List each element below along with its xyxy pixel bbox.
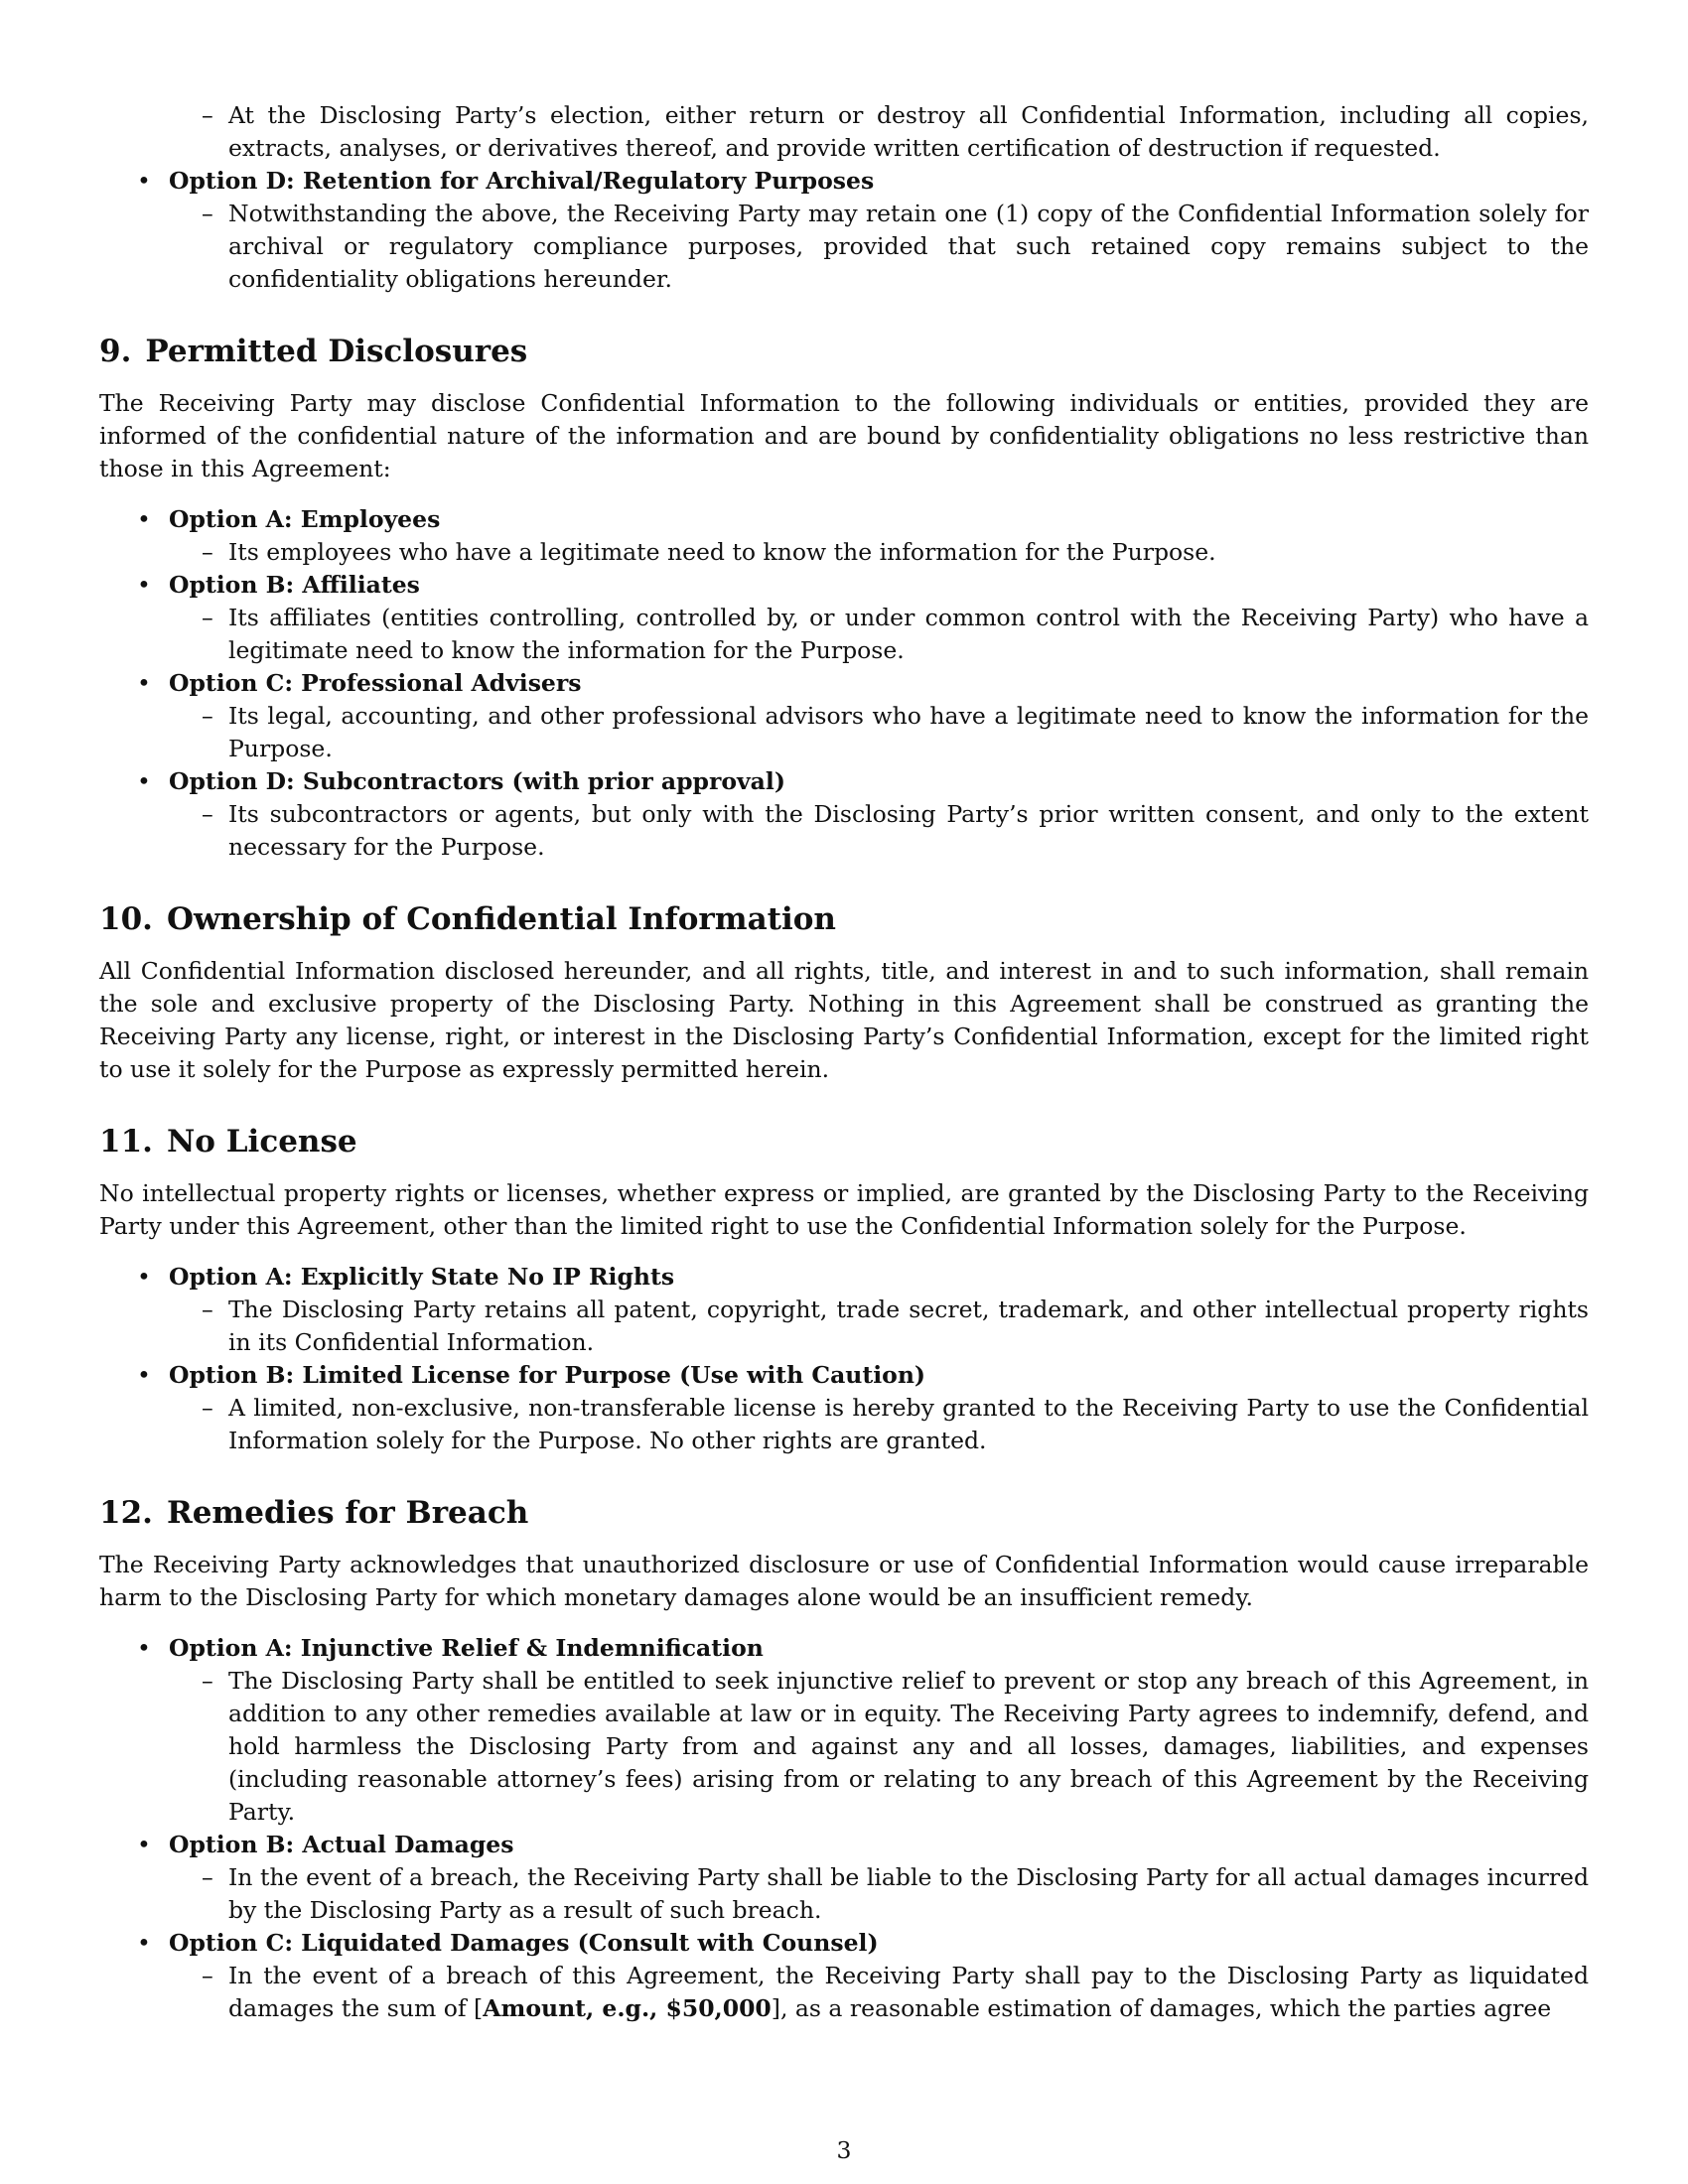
bullet-icon: • xyxy=(137,767,151,795)
section-paragraph: All Confidential Information disclosed hereunder, and all rights, title, and interest in and to such information, shall remain the sole and exclusive property of the Disclosing Party. Nothing in this Agreement shall be construed as granting the Receiving Party any license, right, or interest in the Disclosing Party’s Confidential Information, except for the limited right to use it solely for the Purpose as expressly permitted herein. xyxy=(99,957,1589,1083)
option-list xyxy=(99,503,1589,864)
section-title: No License xyxy=(166,1124,357,1160)
sub-item xyxy=(99,700,1589,765)
sub-item xyxy=(99,602,1589,667)
option-item xyxy=(99,765,1589,798)
dash-bullet: – xyxy=(202,702,213,730)
option-item xyxy=(99,503,1589,536)
option-list xyxy=(99,1261,1589,1457)
option-label: Option B: Limited License for Purpose (Use with Caution) xyxy=(169,1361,926,1389)
document-page xyxy=(99,99,1589,2025)
option-label: Option D: Subcontractors (with prior approval) xyxy=(169,767,785,795)
sub-item xyxy=(99,1665,1589,1829)
section-number: 10. xyxy=(99,901,153,937)
option-item xyxy=(99,667,1589,700)
option-label: Option B: Affiliates xyxy=(169,571,420,599)
bullet-icon: • xyxy=(137,1634,151,1662)
section-number: 11. xyxy=(99,1124,153,1160)
section-paragraph: No intellectual property rights or licenses, whether express or implied, are granted by the Disclosing Party to the Receiving Party under this Agreement, other than the limited right to use the Confidential Information solely for the Purpose. xyxy=(99,1179,1589,1240)
option-label: Option A: Employees xyxy=(169,505,441,533)
dash-bullet: – xyxy=(202,1394,213,1422)
option-label: Option A: Explicitly State No IP Rights xyxy=(169,1263,675,1291)
sub-item-text: Its employees who have a legitimate need to know the information for the Purpose. xyxy=(228,538,1216,566)
option-item xyxy=(99,1261,1589,1294)
dash-bullet: – xyxy=(202,200,213,227)
option-item xyxy=(99,165,1589,198)
option-item xyxy=(99,569,1589,602)
sub-item xyxy=(99,198,1589,296)
section-title: Ownership of Confidential Information xyxy=(166,901,836,937)
sub-item-text: A limited, non-exclusive, non-transferable license is hereby granted to the Receiving Party to use the Confidential Information solely for the Purpose. No other rights are granted. xyxy=(228,1394,1589,1454)
bullet-icon: • xyxy=(137,1831,151,1858)
dash-bullet: – xyxy=(202,1296,213,1323)
section-title: Permitted Disclosures xyxy=(145,334,528,369)
option-item xyxy=(99,1359,1589,1392)
bullet-icon: • xyxy=(137,1929,151,1957)
option-item xyxy=(99,1632,1589,1665)
option-label: Option A: Injunctive Relief & Indemnification xyxy=(169,1634,764,1662)
sub-item xyxy=(99,1960,1589,2025)
sub-item-text: Its affiliates (entities controlling, controlled by, or under common control with the Receiving Party) who have a legitimate need to know the information for the Purpose. xyxy=(228,604,1589,664)
section-heading xyxy=(99,1493,1589,1533)
sub-item xyxy=(99,798,1589,864)
bullet-icon: • xyxy=(137,1361,151,1389)
sub-item xyxy=(99,1861,1589,1927)
section-paragraph: The Receiving Party acknowledges that unauthorized disclosure or use of Confidential Information would cause irreparable harm to the Disclosing Party for which monetary damages alone would be an insufficient remedy. xyxy=(99,1551,1589,1611)
bullet-icon: • xyxy=(137,505,151,533)
option-label: Option D: Retention for Archival/Regulatory Purposes xyxy=(169,167,875,195)
option-label: Option C: Liquidated Damages (Consult with Counsel) xyxy=(169,1929,879,1957)
bullet-icon: • xyxy=(137,669,151,697)
dash-bullet: – xyxy=(202,800,213,828)
option-item xyxy=(99,1829,1589,1861)
dash-bullet: – xyxy=(202,101,213,129)
section-heading xyxy=(99,1122,1589,1161)
sub-item-text: The Disclosing Party retains all patent, copyright, trade secret, trademark, and other intellectual property rights in its Confidential Information. xyxy=(228,1296,1589,1356)
section-number: 12. xyxy=(99,1495,153,1531)
bullet-icon: • xyxy=(137,1263,151,1291)
sub-item-text: At the Disclosing Party’s election, either return or destroy all Confidential Information, including all copies, extracts, analyses, or derivatives thereof, and provide written certification of destruction if requested. xyxy=(228,101,1589,162)
sub-item xyxy=(99,1294,1589,1359)
section-number: 9. xyxy=(99,334,132,369)
option-label: Option C: Professional Advisers xyxy=(169,669,582,697)
dash-bullet: – xyxy=(202,604,213,631)
sub-item-text: In the event of a breach, the Receiving Party shall be liable to the Disclosing Party for all actual damages incurred by the Disclosing Party as a result of such breach. xyxy=(228,1863,1589,1924)
option-item xyxy=(99,1927,1589,1960)
sub-item-text-pre: In the event of a breach of this Agreement, the Receiving Party shall pay to the Disclosing Party as liquidated damages the sum of [ xyxy=(228,1962,1589,2022)
sub-item-text: Its subcontractors or agents, but only with the Disclosing Party’s prior written consent, and only to the extent necessary for the Purpose. xyxy=(228,800,1589,861)
section-heading xyxy=(99,899,1589,939)
section-paragraph: The Receiving Party may disclose Confidential Information to the following individuals or entities, provided they are informed of the confidential nature of the information and are bound by confidentiality obligations no less restrictive than those in this Agreement: xyxy=(99,389,1589,482)
bullet-icon: • xyxy=(137,571,151,599)
section-heading xyxy=(99,332,1589,371)
option-list xyxy=(99,1632,1589,2025)
dash-bullet: – xyxy=(202,538,213,566)
sub-item xyxy=(99,99,1589,165)
dash-bullet: – xyxy=(202,1863,213,1891)
sub-item-text: Notwithstanding the above, the Receiving Party may retain one (1) copy of the Confidential Information solely for archival or regulatory compliance purposes, provided that such retained copy remains subject to the confidentiality obligations hereunder. xyxy=(228,200,1589,293)
sub-item-text: Its legal, accounting, and other professional advisors who have a legitimate need to know the information for the Purpose. xyxy=(228,702,1589,762)
sub-item xyxy=(99,1392,1589,1457)
dash-bullet: – xyxy=(202,1962,213,1989)
sub-item-text-post: ], as a reasonable estimation of damages, which the parties agree xyxy=(771,1994,1552,2022)
placeholder-amount: Amount, e.g., $50,000 xyxy=(483,1994,772,2022)
sub-item xyxy=(99,536,1589,569)
bullet-icon: • xyxy=(137,167,151,195)
section-title: Remedies for Breach xyxy=(166,1495,529,1531)
option-label: Option B: Actual Damages xyxy=(169,1831,514,1858)
sub-item-text: The Disclosing Party shall be entitled to seek injunctive relief to prevent or stop any breach of this Agreement, in addition to any other remedies available at law or in equity. The Receiving Party agrees to indemnify, defend, and hold harmless the Disclosing Party from and against any and all losses, damages, liabilities, and expenses (including reasonable attorney’s fees) arising from or relating to any breach of this Agreement by the Receiving Party. xyxy=(228,1667,1589,1826)
page-number: 3 xyxy=(836,2136,852,2164)
dash-bullet: – xyxy=(202,1667,213,1695)
